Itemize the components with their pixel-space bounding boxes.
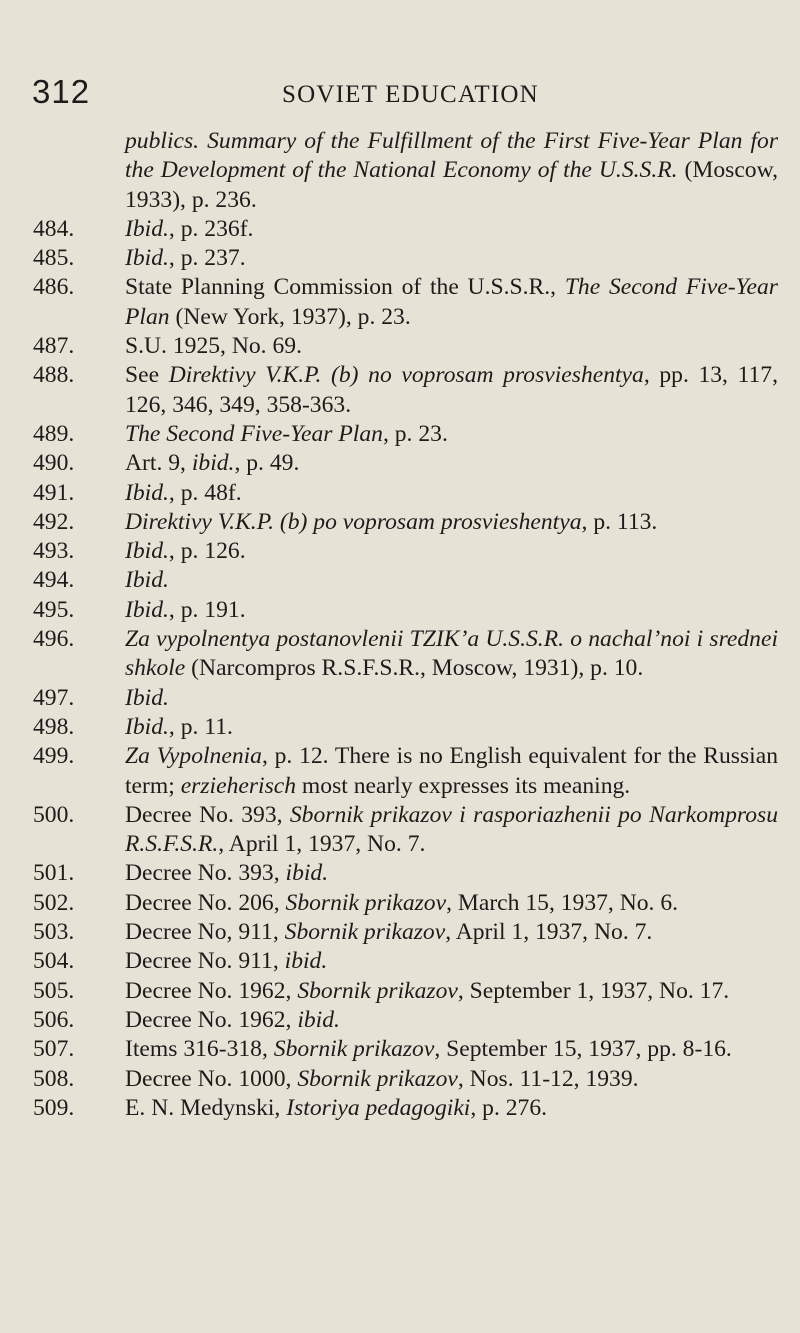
endnote bbox=[33, 566, 778, 595]
endnote bbox=[33, 1094, 778, 1123]
endnote-text: Za vypolnentya postanovlenii TZIK’a U.S.S.R. o nachal’noi i srednei shkole (Narcompros R.S.F.S.R., Moscow, 1931), p. 10. bbox=[125, 626, 778, 682]
endnote-text: Za Vypolnenia, p. 12. There is no English equivalent for the Russian term; erzieherisch most nearly expresses its meaning. bbox=[125, 743, 778, 799]
endnote bbox=[33, 332, 778, 361]
endnote-text: Decree No. 393, Sbornik prikazov i rasporiazhenii po Narkomprosu R.S.F.S.R., April 1, 1937, No. 7. bbox=[125, 801, 778, 858]
endnote bbox=[33, 1006, 778, 1035]
running-head: SOVIET EDUCATION bbox=[282, 81, 539, 108]
endnote bbox=[33, 742, 778, 801]
endnote-text: Direktivy V.K.P. (b) po voprosam prosvieshentya, p. 113. bbox=[125, 508, 658, 535]
endnotes-list bbox=[33, 127, 778, 1123]
endnote-number: 484. bbox=[33, 215, 75, 242]
endnote bbox=[33, 420, 778, 449]
endnote-text: Decree No. 911, ibid. bbox=[125, 948, 328, 975]
endnote-text: Items 316-318, Sbornik prikazov, September 15, 1937, pp. 8-16. bbox=[125, 1036, 732, 1063]
endnote bbox=[33, 361, 778, 420]
endnote-text: Ibid., p. 191. bbox=[125, 596, 246, 623]
endnote bbox=[33, 1035, 778, 1064]
endnote bbox=[33, 947, 778, 976]
endnote bbox=[33, 537, 778, 566]
endnote-text: Ibid., p. 48f. bbox=[125, 479, 242, 506]
endnote-number: 501. bbox=[33, 860, 75, 887]
endnote-number: 485. bbox=[33, 245, 75, 272]
endnote-text: E. N. Medynski, Istoriya pedagogiki, p. 276. bbox=[125, 1094, 548, 1121]
endnote-number: 498. bbox=[33, 713, 75, 740]
endnote-text: State Planning Commission of the U.S.S.R., The Second Five-Year Plan (New York, 1937), p. 23. bbox=[125, 274, 778, 330]
endnote-number: 487. bbox=[33, 333, 75, 360]
endnote bbox=[33, 977, 778, 1006]
endnote-number: 489. bbox=[33, 420, 75, 447]
endnote bbox=[33, 801, 778, 860]
endnote bbox=[33, 889, 778, 918]
endnote-text: Ibid. bbox=[125, 684, 169, 711]
endnote-number: 494. bbox=[33, 567, 75, 594]
endnote-number: 503. bbox=[33, 919, 75, 946]
endnote-number: 504. bbox=[33, 948, 75, 975]
endnote bbox=[33, 508, 778, 537]
endnote-number: 507. bbox=[33, 1036, 75, 1063]
endnote-number: 490. bbox=[33, 450, 75, 477]
endnote bbox=[33, 713, 778, 742]
endnote-number: 506. bbox=[33, 1006, 75, 1033]
endnote-number: 488. bbox=[33, 362, 75, 389]
endnote bbox=[33, 479, 778, 508]
endnote bbox=[33, 684, 778, 713]
endnote-text: Decree No. 1962, Sbornik prikazov, September 1, 1937, No. 17. bbox=[125, 977, 730, 1004]
endnote-number: 502. bbox=[33, 889, 75, 916]
endnote-text: Decree No. 1962, ibid. bbox=[125, 1006, 340, 1033]
endnote-number: 491. bbox=[33, 479, 75, 506]
endnote-text: Decree No. 206, Sbornik prikazov, March 15, 1937, No. 6. bbox=[125, 889, 679, 916]
page-number: 312 bbox=[32, 73, 91, 110]
endnote bbox=[33, 244, 778, 273]
endnote bbox=[33, 625, 778, 684]
endnote-text: The Second Five-Year Plan, p. 23. bbox=[125, 420, 448, 447]
endnote-number: 496. bbox=[33, 626, 75, 653]
endnote-text: publics. Summary of the Fulfillment of the First Five-Year Plan for the Development of the National Economy of the U.S.S.R. (Moscow, 1933), p. 236. bbox=[125, 128, 779, 213]
endnote-number: 508. bbox=[33, 1065, 75, 1092]
endnote bbox=[33, 596, 778, 625]
endnote-text: Art. 9, ibid., p. 49. bbox=[125, 450, 300, 477]
endnote-text: Decree No. 1000, Sbornik prikazov, Nos. 11-12, 1939. bbox=[125, 1065, 639, 1092]
endnote-number: 505. bbox=[33, 977, 75, 1004]
endnote-number: 495. bbox=[33, 596, 75, 623]
endnote-text: Decree No. 393, ibid. bbox=[125, 860, 329, 887]
page-header bbox=[0, 74, 800, 114]
endnote-text: Ibid., p. 236f. bbox=[125, 215, 254, 242]
endnote-number: 492. bbox=[33, 508, 75, 535]
endnote-text: Ibid., p. 11. bbox=[125, 713, 233, 740]
endnote-number: 499. bbox=[33, 743, 75, 770]
endnote-text: S.U. 1925, No. 69. bbox=[125, 333, 302, 360]
endnote bbox=[33, 918, 778, 947]
endnote bbox=[33, 1065, 778, 1094]
endnote-text: See Direktivy V.K.P. (b) no voprosam prosvieshentya, pp. 13, 117, 126, 346, 349, 358-363. bbox=[125, 362, 778, 418]
endnote-text: Decree No, 911, Sbornik prikazov, April 1, 1937, No. 7. bbox=[125, 919, 653, 946]
endnote-number: 497. bbox=[33, 684, 75, 711]
endnote bbox=[33, 859, 778, 888]
endnote-continuation bbox=[33, 127, 778, 215]
endnote-number: 486. bbox=[33, 274, 75, 301]
endnote-text: Ibid. bbox=[125, 567, 169, 594]
endnote-number: 500. bbox=[33, 801, 75, 828]
endnote-text: Ibid., p. 237. bbox=[125, 245, 246, 272]
endnote bbox=[33, 215, 778, 244]
endnote-number: 509. bbox=[33, 1094, 75, 1121]
endnote bbox=[33, 273, 778, 332]
endnote bbox=[33, 449, 778, 478]
endnote-text: Ibid., p. 126. bbox=[125, 538, 246, 565]
endnote-number: 493. bbox=[33, 538, 75, 565]
